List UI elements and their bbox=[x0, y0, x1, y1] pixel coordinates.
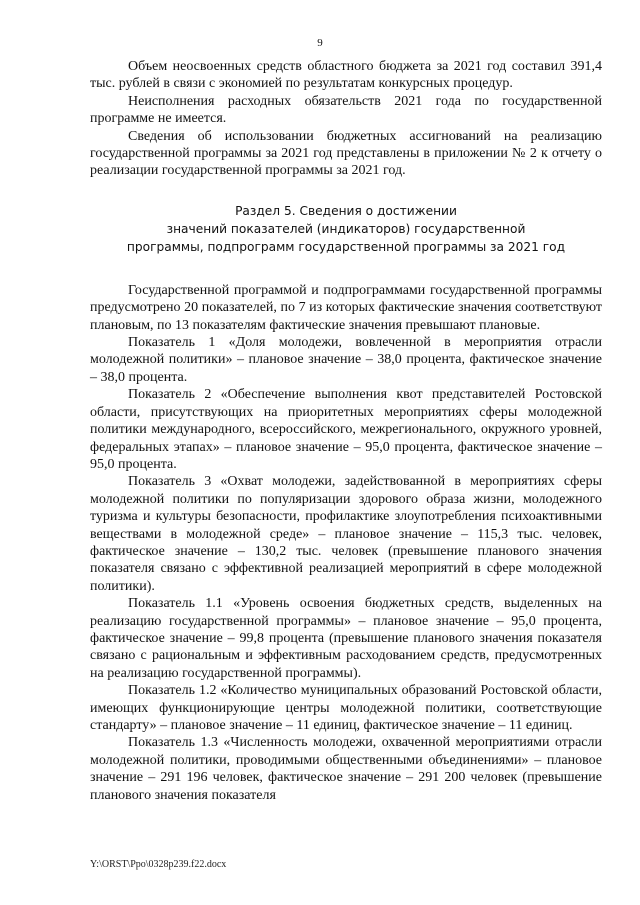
paragraph-indicator-1-1: Показатель 1.1 «Уровень освоения бюджетных средств, выделенных на реализацию государственной программы» – плановое значение – 95,0 процента, фактическое значение – 99,8 процента (превышение планового значения показателя связано с рациональным и эффективным расходованием средств, предусмотренных на реализацию государственной программы). bbox=[90, 596, 602, 681]
paragraph-indicator-3: Показатель 3 «Охват молодежи, задействованной в мероприятиях сферы молодежной политики по популяризации здорового образа жизни, молодежного туризма и культуры безопасности, профилактике злоупотребления психоактивными веществами в молодежной среде» – плановое значение – 115,3 тыс. человек, фактическое значение – 130,2 тыс. человек (превышение планового значения показателя связано с эффективной реализацией мероприятий в сфере молодежной политики). bbox=[90, 474, 602, 594]
document-body bbox=[90, 58, 602, 804]
paragraph-indicator-1: Показатель 1 «Доля молодежи, вовлеченной в мероприятия отрасли молодежной политики» – плановое значение – 38,0 процента, фактическое значение – 38,0 процента. bbox=[90, 335, 602, 385]
section-heading-line-2: значений показателей (индикаторов) государственной bbox=[166, 221, 526, 236]
paragraph-indicator-2: Показатель 2 «Обеспечение выполнения квот представителей Ростовской области, присутствующих на приоритетных мероприятиях сферы молодежной политики международного, всероссийского, межрегионального, окружного уровней, федеральных этапах» – плановое значение – 95,0 процента, фактическое значение – 95,0 процента. bbox=[90, 387, 602, 472]
paragraph-indicator-1-2: Показатель 1.2 «Количество муниципальных образований Ростовской области, имеющих функционирующие центры молодежной политики, соответствующие стандарту» – плановое значение – 11 единиц, фактическое значение – 11 единиц. bbox=[90, 683, 602, 733]
section-heading-line-1: Раздел 5. Сведения о достижении bbox=[235, 203, 457, 218]
footer-file-path: Y:\ORST\Ppo\0328p239.f22.docx bbox=[90, 859, 227, 870]
page-number: 9 bbox=[317, 37, 323, 49]
paragraph-indicators-summary: Государственной программой и подпрограммами государственной программы предусмотрено 20 показателей, по 7 из которых фактические значения соответствуют плановым, по 13 показателям фактические значения превышают плановые. bbox=[90, 282, 602, 333]
section-heading bbox=[90, 202, 602, 256]
paragraph-budget-usage-info: Сведения об использовании бюджетных ассигнований на реализацию государственной программы за 2021 год представлены в приложении № 2 к отчету о реализации государственной программы за 2021 год. bbox=[90, 128, 602, 179]
paragraph-unspent-funds: Объем неосвоенных средств областного бюджета за 2021 год составил 391,4 тыс. рублей в связи с экономией по результатам конкурсных процедур. bbox=[90, 59, 602, 92]
section-heading-line-3: программы, подпрограмм государственной программы за 2021 год bbox=[126, 239, 566, 254]
paragraph-no-unfulfilled-obligations: Неисполнения расходных обязательств 2021 года по государственной программе не имеется. bbox=[90, 93, 602, 127]
paragraph-indicator-1-3: Показатель 1.3 «Численность молодежи, охваченной мероприятиями отрасли молодежной политики, проводимыми общественными объединениями» – плановое значение – 291 196 человек, фактическое значение – 291 200 человек (превышение планового значения показателя bbox=[90, 735, 602, 803]
